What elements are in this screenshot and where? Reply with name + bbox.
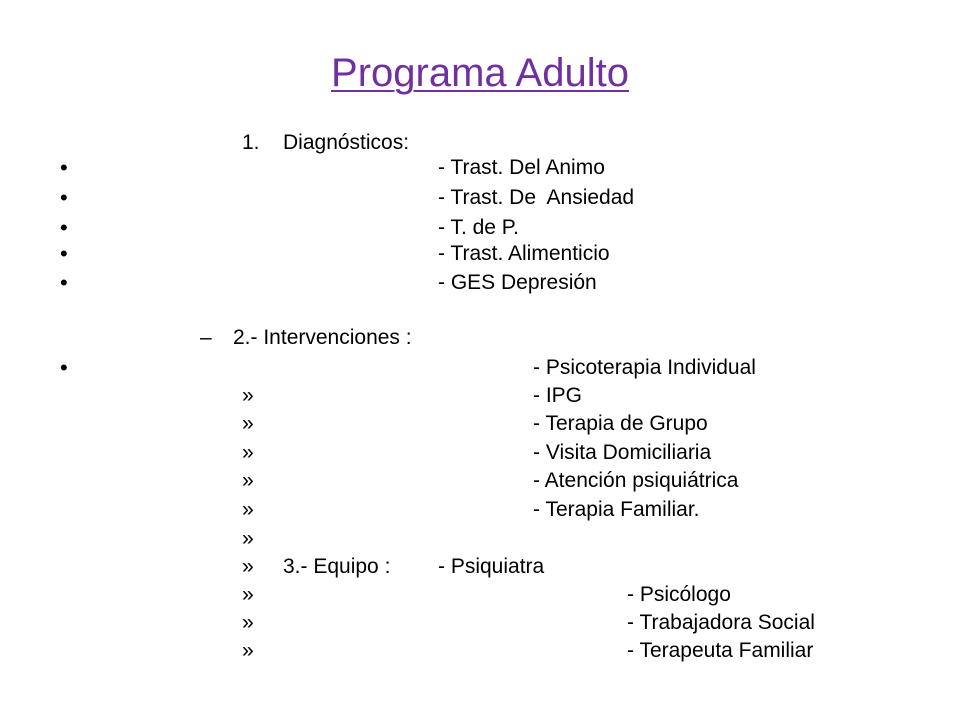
bullet-marker: •	[60, 215, 68, 240]
section3-heading: 3.- Equipo :	[283, 555, 391, 578]
team-item: - Terapeuta Familiar	[627, 639, 814, 662]
team-item: - Psiquiatra	[438, 555, 545, 578]
intervention-item: - Terapia Familiar.	[533, 498, 700, 521]
chevron-marker: »	[242, 611, 254, 634]
chevron-marker: »	[242, 498, 254, 521]
diagnosis-item: - GES Depresión	[438, 271, 597, 294]
bullet-marker: •	[60, 355, 68, 380]
diagnosis-item: - Trast. Del Animo	[438, 156, 605, 179]
chevron-marker: »	[242, 555, 254, 578]
intervention-item: - Psicoterapia Individual	[533, 356, 756, 379]
intervention-item: - Terapia de Grupo	[533, 412, 708, 435]
diagnosis-item: - Trast. Alimenticio	[438, 242, 610, 265]
intervention-item: - Atención psiquiátrica	[533, 469, 739, 492]
chevron-marker: »	[242, 639, 254, 662]
section1-number: 1.	[242, 131, 260, 154]
diagnosis-item: - Trast. De Ansiedad	[438, 186, 635, 209]
team-item: - Trabajadora Social	[627, 611, 815, 634]
intervention-item: - Visita Domiciliaria	[533, 441, 712, 464]
diagnosis-item: - T. de P.	[438, 216, 519, 239]
bullet-marker: •	[60, 241, 68, 266]
chevron-marker: »	[242, 441, 254, 464]
team-item: - Psicólogo	[627, 583, 731, 606]
section2-heading: 2.- Intervenciones :	[233, 326, 412, 349]
chevron-marker: »	[242, 583, 254, 606]
intervention-item: - IPG	[533, 384, 583, 407]
chevron-marker: »	[242, 412, 254, 435]
slide-title-link[interactable]: Programa Adulto	[331, 51, 629, 95]
chevron-marker: »	[242, 527, 254, 550]
chevron-marker: »	[242, 384, 254, 407]
section1-heading: Diagnósticos:	[283, 131, 410, 154]
bullet-marker: •	[60, 270, 68, 295]
chevron-marker: »	[242, 469, 254, 492]
bullet-marker: •	[60, 155, 68, 180]
bullet-marker: •	[60, 185, 68, 210]
dash-marker: –	[200, 326, 212, 349]
